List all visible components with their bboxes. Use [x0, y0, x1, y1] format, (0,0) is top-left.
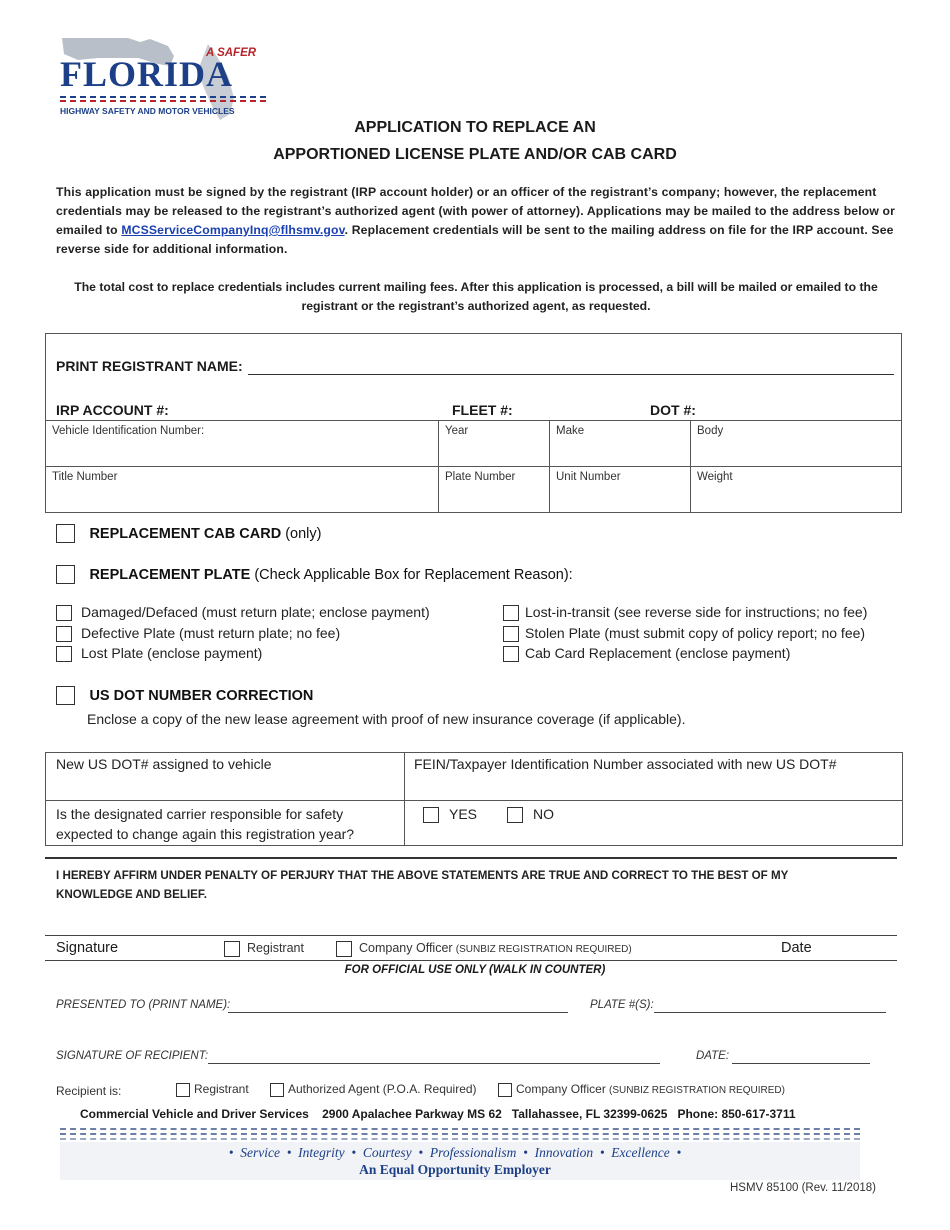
vin-field[interactable]: [46, 420, 439, 466]
dot-correction-row: [56, 686, 313, 705]
reason-lost-in-transit-label: Lost-in-transit (see reverse side for instructions; no fee): [525, 604, 868, 620]
recipient-sunbiz-note: (SUNBIZ REGISTRATION REQUIRED): [609, 1085, 785, 1096]
presented-to-field[interactable]: [228, 1012, 568, 1013]
affirmation: [56, 866, 788, 904]
reason-lost: [56, 645, 262, 662]
carrier-no: [507, 806, 554, 823]
reason-damaged-label: Damaged/Defaced (must return plate; enclose payment): [81, 604, 430, 620]
recipient-agent-option: [270, 1082, 477, 1097]
replacement-cab-card-row: [56, 524, 321, 543]
intro-text-2: . Replacement credentials will be sent to the mailing address on file for the IRP account. See reverse side for additional information.: [56, 223, 894, 256]
recipient-officer-option: [498, 1082, 785, 1097]
unit-number-field[interactable]: [550, 466, 691, 512]
carrier-yes: [423, 806, 477, 823]
make-label: Make: [556, 425, 585, 437]
replacement-cab-card-checkbox[interactable]: [56, 524, 75, 543]
weight-label: Weight: [697, 471, 733, 483]
reason-stolen-checkbox[interactable]: [503, 626, 519, 642]
footer-equal-opportunity: An Equal Opportunity Employer: [359, 1162, 551, 1177]
logo-rule: [60, 96, 266, 98]
replacement-plate-checkbox[interactable]: [56, 565, 75, 584]
florida-hsmv-logo: [58, 36, 270, 122]
sig-officer-checkbox[interactable]: [336, 941, 352, 957]
recipient-registrant-checkbox[interactable]: [176, 1083, 190, 1097]
cab-card-heading: REPLACEMENT CAB CARD: [89, 525, 282, 542]
affirmation-line1: I HEREBY AFFIRM UNDER PENALTY OF PERJURY THAT THE ABOVE STATEMENTS ARE TRUE AND CORRECT TO THE BEST OF MY: [56, 869, 789, 882]
weight-field[interactable]: [691, 466, 902, 512]
official-date-field[interactable]: [732, 1063, 870, 1064]
reason-cab-card-checkbox[interactable]: [503, 646, 519, 662]
form-title-line2: APPORTIONED LICENSE PLATE AND/OR CAB CARD: [273, 146, 677, 163]
fein-field[interactable]: FEIN/Taxpayer Identification Number associated with new US DOT#: [414, 756, 837, 772]
plate-number-label: Plate Number: [445, 471, 516, 483]
affirm-rule: [45, 857, 897, 859]
sig-registrant-label: Registrant: [247, 941, 304, 956]
dot-correction-table: [45, 752, 903, 846]
reason-defective-label: Defective Plate (must return plate; no fee): [81, 625, 341, 641]
year-label: Year: [445, 425, 469, 437]
recipient-registrant-label: Registrant: [194, 1082, 249, 1096]
footer-address: Commercial Vehicle and Driver Services 2900 Apalachee Parkway MS 62 Tallahassee, FL 32399-0625 Phone: 850-617-3711: [80, 1107, 796, 1121]
table-divider-h: [46, 800, 902, 801]
carrier-yes-checkbox[interactable]: [423, 807, 439, 823]
carrier-no-label: NO: [533, 806, 554, 822]
reason-lost-in-transit: [503, 604, 867, 621]
logo-subtitle: HIGHWAY SAFETY AND MOTOR VEHICLES: [60, 106, 235, 116]
logo-name: FLORIDA: [60, 54, 234, 94]
plates-label: PLATE #(S):: [590, 999, 654, 1011]
sig-officer-option: [336, 941, 632, 957]
intro-text-1: This application must be signed by the registrant (IRP account holder) or an officer of the registrant’s company; however, the replacement credentials may be released to the registrant’s authorized agent (with power of attorney). Applications may be mailed to the address below or emailed to: [56, 185, 896, 237]
table-divider-v: [404, 753, 405, 845]
official-use-heading: FOR OFFICIAL USE ONLY (WALK IN COUNTER): [344, 964, 606, 976]
reason-lost-label: Lost Plate (enclose payment): [81, 645, 263, 661]
registrant-info-box: [45, 333, 902, 513]
carrier-question-line2: expected to change again this registration year?: [56, 826, 355, 842]
registrant-name-field[interactable]: [248, 374, 894, 375]
reason-cab-card: [503, 645, 790, 662]
title-number-field[interactable]: [46, 466, 439, 512]
sig-registrant-option: [224, 941, 304, 957]
plate-heading: REPLACEMENT PLATE: [89, 566, 251, 583]
affirmation-line2: KNOWLEDGE AND BELIEF.: [56, 888, 207, 901]
signature-bottom-rule: [45, 960, 897, 961]
carrier-yes-label: YES: [449, 806, 478, 822]
dot-correction-checkbox[interactable]: [56, 686, 75, 705]
make-field[interactable]: [550, 420, 691, 466]
recipient-registrant-option: [176, 1082, 249, 1097]
new-dot-field[interactable]: New US DOT# assigned to vehicle: [56, 756, 272, 772]
reason-cab-card-label: Cab Card Replacement (enclose payment): [525, 645, 791, 661]
plates-field[interactable]: [654, 1012, 886, 1013]
reason-stolen-label: Stolen Plate (must submit copy of policy report; no fee): [525, 625, 866, 641]
signature-label: Signature: [56, 940, 119, 956]
footer-rule-1: [60, 1128, 860, 1130]
reason-lost-in-transit-checkbox[interactable]: [503, 605, 519, 621]
body-label: Body: [697, 425, 724, 437]
carrier-no-checkbox[interactable]: [507, 807, 523, 823]
reason-lost-checkbox[interactable]: [56, 646, 72, 662]
dot-label: DOT #:: [650, 402, 696, 418]
fleet-label: FLEET #:: [452, 402, 513, 418]
recipient-signature-field[interactable]: [208, 1063, 660, 1064]
recipient-agent-label: Authorized Agent (P.O.A. Required): [288, 1082, 477, 1096]
cost-paragraph: The total cost to replace credentials includes current mailing fees. After this application is processed, a bill will be mailed or emailed to the registrant or the registrant’s authorized agent, as requested.: [74, 280, 878, 313]
title-number-label: Title Number: [52, 471, 118, 483]
footer-values: • Service • Integrity • Courtesy • Professionalism • Innovation • Excellence •: [228, 1145, 682, 1160]
carrier-question-line1: Is the designated carrier responsible for safety: [56, 806, 344, 822]
carrier-question: [56, 804, 354, 844]
sig-registrant-checkbox[interactable]: [224, 941, 240, 957]
logo-tagline: A SAFER: [206, 47, 257, 59]
service-email-link[interactable]: MCSServiceCompanyInq@flhsmv.gov: [121, 223, 345, 237]
signature-line[interactable]: [45, 935, 897, 936]
plate-note: (Check Applicable Box for Replacement Reason):: [250, 566, 573, 583]
recipient-officer-checkbox[interactable]: [498, 1083, 512, 1097]
reason-damaged: [56, 604, 430, 621]
reason-defective: [56, 625, 340, 642]
body-field[interactable]: [691, 420, 902, 466]
vin-label: Vehicle Identification Number:: [52, 425, 205, 437]
date-label: Date: [781, 940, 812, 956]
logo-rule-red: [60, 100, 266, 102]
registrant-name-label: PRINT REGISTRANT NAME:: [56, 358, 243, 374]
recipient-officer-label: Company Officer: [516, 1082, 606, 1096]
cab-card-note: (only): [281, 525, 322, 542]
intro-paragraph: [56, 183, 896, 259]
irp-account-label: IRP ACCOUNT #:: [56, 402, 169, 418]
form-id: HSMV 85100 (Rev. 11/2018): [730, 1182, 876, 1194]
plate-number-field[interactable]: [439, 466, 550, 512]
official-date-label: DATE:: [696, 1050, 730, 1062]
unit-number-label: Unit Number: [556, 471, 621, 483]
form-title-line1: APPLICATION TO REPLACE AN: [354, 119, 596, 136]
reason-defective-checkbox[interactable]: [56, 626, 72, 642]
dot-correction-heading: US DOT NUMBER CORRECTION: [89, 687, 314, 704]
reason-damaged-checkbox[interactable]: [56, 605, 72, 621]
dot-correction-note: Enclose a copy of the new lease agreement with proof of new insurance coverage (if applicable).: [87, 711, 686, 727]
footer-rule-2: [60, 1133, 860, 1135]
sig-officer-label: Company Officer: [359, 941, 453, 956]
year-field[interactable]: [439, 420, 550, 466]
replacement-plate-row: [56, 565, 573, 584]
sig-sunbiz-note: (SUNBIZ REGISTRATION REQUIRED): [455, 944, 632, 956]
recipient-is-label: Recipient is:: [56, 1084, 122, 1098]
recipient-agent-checkbox[interactable]: [270, 1083, 284, 1097]
recipient-signature-label: SIGNATURE OF RECIPIENT:: [56, 1050, 209, 1062]
footer-rule-3: [60, 1138, 860, 1140]
reason-stolen: [503, 625, 865, 642]
presented-to-label: PRESENTED TO (PRINT NAME):: [56, 999, 231, 1011]
